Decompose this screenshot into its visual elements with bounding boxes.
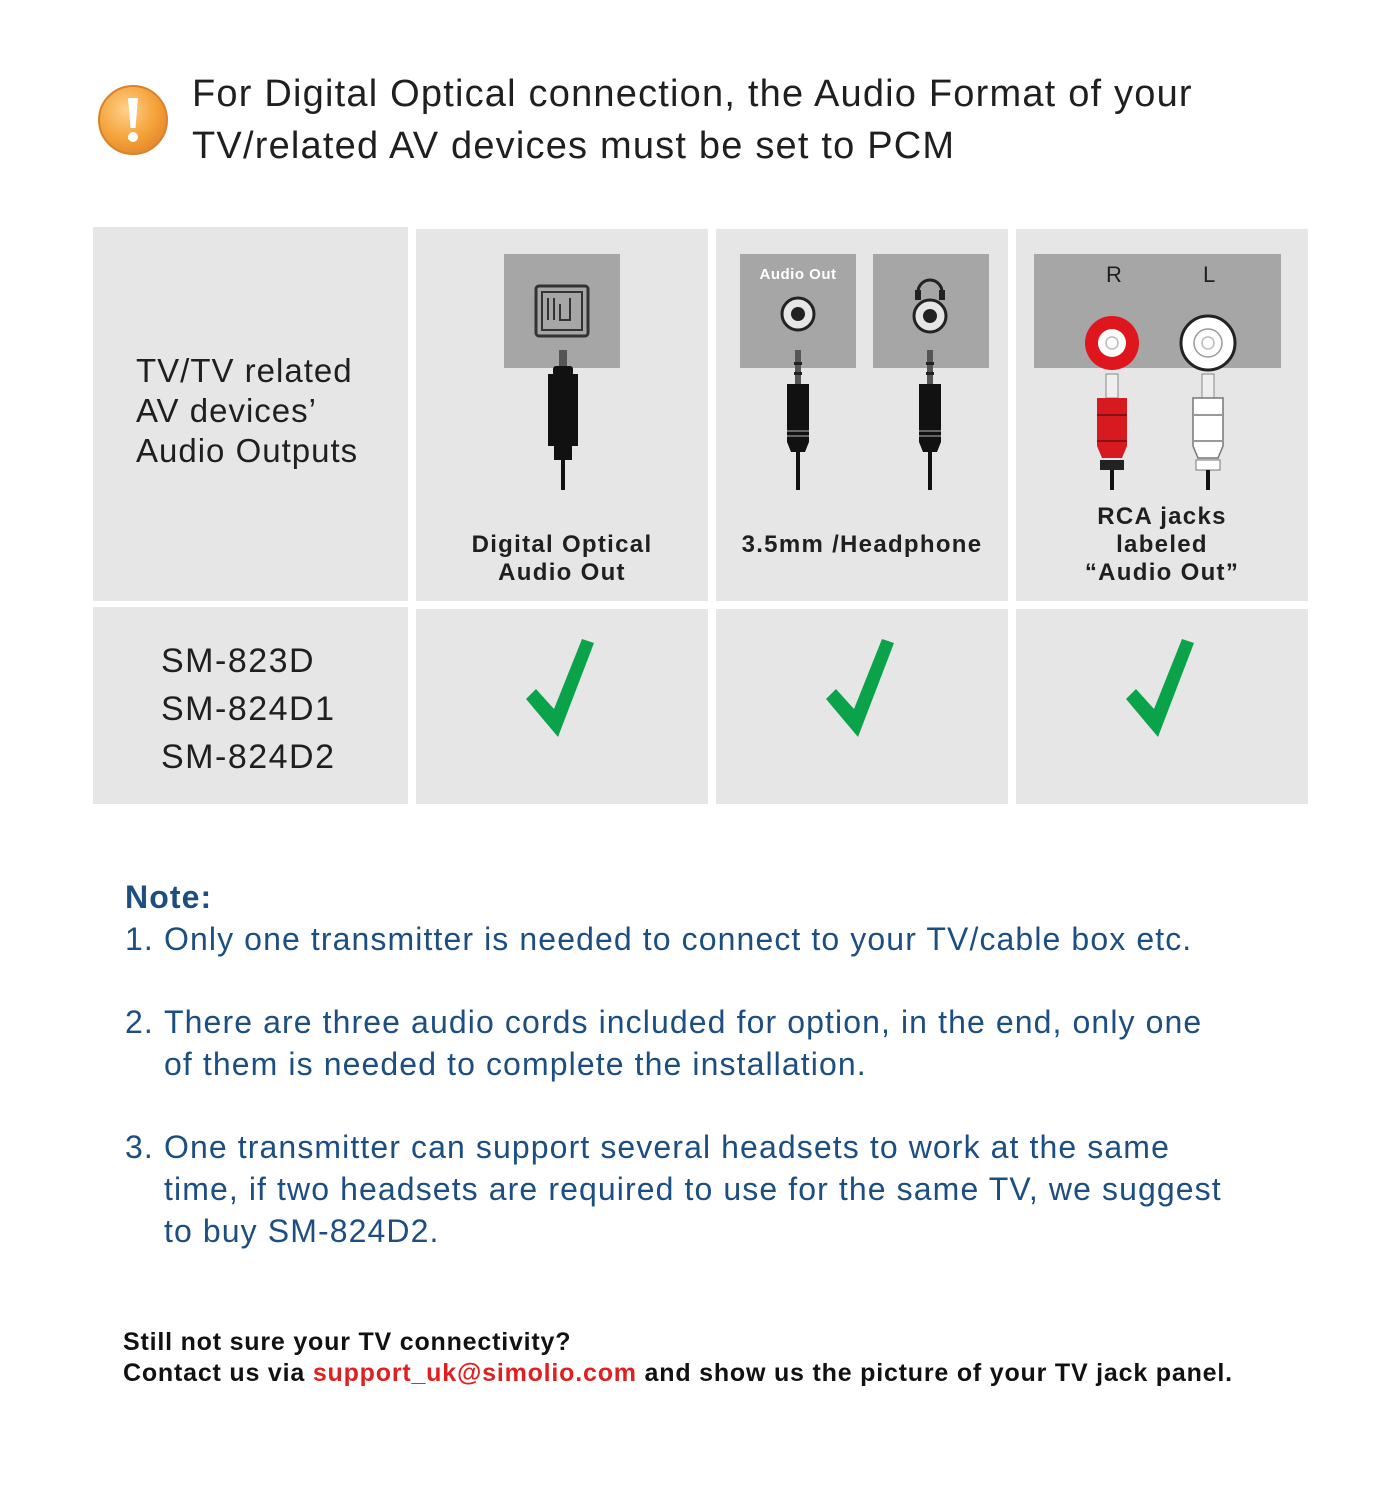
row-header-label xyxy=(136,351,358,471)
note-item-2-cont xyxy=(125,1043,1222,1085)
note-item-1 xyxy=(125,918,1222,960)
note-item-3-cont xyxy=(125,1168,1222,1210)
contact-line xyxy=(123,1358,1233,1389)
warning-message xyxy=(192,68,1342,172)
column-headphone xyxy=(716,229,1008,601)
caption-line: labeled xyxy=(1116,531,1208,558)
models-cell xyxy=(93,607,408,804)
note-number: 3. xyxy=(125,1129,154,1165)
warning-line-2: TV/related AV devices must be set to PCM xyxy=(192,125,956,167)
note-item-3 xyxy=(125,1126,1222,1168)
warning-line-1: For Digital Optical connection, the Audio Format of your xyxy=(192,73,1193,115)
compat-cell-rca xyxy=(1016,609,1308,804)
caption-line: RCA jacks xyxy=(1097,503,1227,530)
model-list xyxy=(161,637,336,781)
caption-rca xyxy=(1016,503,1308,587)
note-item-3-cont2 xyxy=(125,1210,1222,1252)
checkmark-icon xyxy=(1124,637,1196,739)
model-name: SM-824D1 xyxy=(161,690,336,728)
caption-digital-optical xyxy=(416,531,708,587)
caption-headphone xyxy=(716,531,1008,559)
row-header-line-3: Audio Outputs xyxy=(136,432,359,469)
note-number: 2. xyxy=(125,1004,154,1040)
notes-section xyxy=(125,876,1222,1252)
model-name: SM-824D2 xyxy=(161,738,336,776)
panel-label: Audio Out xyxy=(759,266,837,283)
note-text: There are three audio cords included for option, in the end, only one xyxy=(164,1004,1203,1040)
column-rca xyxy=(1016,229,1308,601)
contact-question: Still not sure your TV connectivity? xyxy=(123,1328,572,1356)
exclamation-circle-icon xyxy=(97,84,169,156)
note-text: Only one transmitter is needed to connect to your TV/cable box etc. xyxy=(164,921,1193,957)
jack-label-right: R xyxy=(1106,262,1122,287)
row-header-line-2: AV devices’ xyxy=(136,392,317,429)
caption-line: Audio Out xyxy=(498,559,626,586)
model-name: SM-823D xyxy=(161,642,316,680)
note-text: time, if two headsets are required to use for the same TV, we suggest xyxy=(164,1171,1222,1207)
compat-cell-headphone xyxy=(716,609,1008,804)
optical-port-icon xyxy=(504,254,620,494)
row-header-line-1: TV/TV related xyxy=(136,352,353,389)
row-header-cell xyxy=(93,227,408,601)
caption-line: Digital Optical xyxy=(471,531,653,558)
contact-footer xyxy=(123,1327,1233,1389)
notes-title: Note: xyxy=(125,879,213,915)
headphone-jack-icon xyxy=(740,254,990,494)
note-item-2 xyxy=(125,1001,1222,1043)
note-number: 1. xyxy=(125,921,154,957)
note-text: to buy SM-824D2. xyxy=(164,1213,440,1249)
column-digital-optical xyxy=(416,229,708,601)
support-email-link[interactable]: support_uk@simolio.com xyxy=(312,1359,637,1387)
caption-line: “Audio Out” xyxy=(1084,559,1240,586)
contact-suffix: and show us the picture of your TV jack panel. xyxy=(636,1359,1233,1387)
compat-cell-optical xyxy=(416,609,708,804)
contact-prefix: Contact us via xyxy=(123,1359,313,1387)
jack-label-left: L xyxy=(1203,262,1216,287)
checkmark-icon xyxy=(524,637,596,739)
note-text: One transmitter can support several headsets to work at the same xyxy=(164,1129,1170,1165)
caption-line: 3.5mm /Headphone xyxy=(741,531,983,558)
checkmark-icon xyxy=(824,637,896,739)
rca-jacks-icon xyxy=(1034,254,1284,494)
note-text: of them is needed to complete the installation. xyxy=(164,1046,867,1082)
